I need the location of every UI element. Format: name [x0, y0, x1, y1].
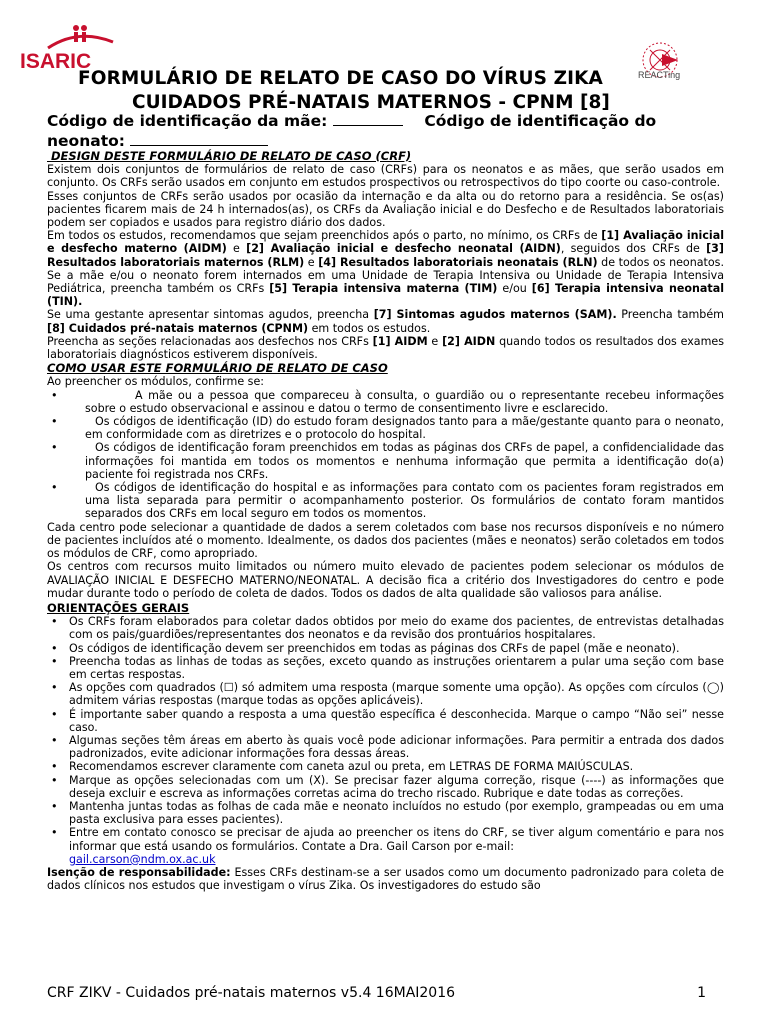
design-paragraph: Em todos os estudos, recomendamos que sejam preenchidos após o parto, no mínimo, os CRFs de [1] Avaliação inicial e desfecho materno (AIDM) e [2] Avaliação inicial e desfecho neonatal (AIDN), seguidos dos CRFs de [3] Resultados laboratoriais maternos (RLM) e [4] Resultados laboratoriais neonatais (RLN) de todos os neonatos. Se a mãe e/ou o neonato forem internados em uma Unidade de Terapia Intensiva ou Unidade de Terapia Intensiva Pediátrica, preencha também os CRFs [5] Terapia intensiva materna (TIM) e/ou [6] Terapia intensiva neonatal (TIN). [47, 229, 725, 309]
design-paragraph: Existem dois conjuntos de formulários de relato de caso (CRFs) para os neonatos e as mães, que serão usados em conjunto. Os CRFs serão usados em conjunto em estudos prospectivos ou retrospectivos do tipo coorte ou caso-controle. [47, 163, 724, 190]
footer-doc-title: CRF ZIKV - Cuidados pré-natais maternos v5.4 16MAI2016 [47, 985, 456, 1001]
list-item: • É importante saber quando a resposta a uma questão específica é desconhecida. Marque o campo “Não sei” nesse caso. [47, 708, 724, 734]
list-item: • Mantenha juntas todas as folhas de cada mãe e neonato incluídos no estudo (por exemplo, grampeadas ou em uma pasta exclusiva para esses pacientes). [47, 800, 724, 826]
list-item: • Entre em contato conosco se precisar de ajuda ao preencher os itens do CRF, se tiver algum comentário e para nos informar que está usando os formulários. Contate a Dra. Gail Carson por e-mail: gail.carson@ndm.ox.ac.uk [47, 826, 724, 866]
list-item: • Marque as opções selecionadas com um (X). Se precisar fazer alguma correção, risque (----) as informações que deseja excluir e escreva as informações corretas acima do trecho riscado. Rubrique e date todas as correções. [47, 774, 724, 800]
isaric-logo-text: ISARIC [20, 50, 92, 73]
contact-email-link[interactable]: gail.carson@ndm.ox.ac.uk [69, 852, 216, 866]
guidelines-heading: ORIENTAÇÕES GERAIS [47, 600, 190, 615]
list-item: • Algumas seções têm áreas em aberto às quais você pode adicionar informações. Para permitir a entrada dos dados padronizados, evite adicionar informações fora dessas áreas. [47, 734, 724, 760]
reacting-logo [632, 40, 732, 100]
page-number: 1 [697, 985, 706, 1001]
design-paragraph: Preencha as seções relacionadas aos desfechos nos CRFs [1] AIDM e [2] AIDN quando todos os resultados dos exames laboratoriais diagnósticos estiverem disponíveis. [47, 334, 724, 362]
howto-heading: COMO USAR ESTE FORMULÁRIO DE RELATO DE CASO [47, 361, 388, 376]
list-item: • Os códigos de identificação devem ser preenchidos em todas as páginas dos CRFs de papel (mãe e neonato). [47, 642, 724, 655]
guidelines-list [47, 615, 724, 866]
design-paragraph: Esses conjuntos de CRFs serão usados por ocasião da internação e da alta ou do retorno para a residência. Se os(as) pacientes ficarem mais de 24 h internados(as), os CRFs da Avaliação inicial e do Desfecho e de Resultados laboratoriais podem ser copiados e usados para registro diário dos dados. [47, 189, 724, 230]
howto-paragraph: Cada centro pode selecionar a quantidade de dados a serem coletados com base nos recursos disponíveis e no número de pacientes incluídos até o momento. Idealmente, os dados dos pacientes (mães e neonatos) serão coletados em todos os módulos de CRF, como apropriado. [47, 520, 724, 561]
newborn-id-label: Código de identificação do [424, 112, 657, 130]
design-paragraph: Se uma gestante apresentar sintomas agudos, preencha [7] Sintomas agudos maternos (SAM). Preencha também [8] Cuidados pré-natais maternos (CPNM) em todos os estudos. [47, 308, 724, 335]
list-item: • Os códigos de identificação do hospital e as informações para contato com os pacientes foram registrados em uma lista separada para permitir o acompanhamento posterior. Os formulários de contato foram mantidos separados dos CRFs em local seguro em todos os momentos. [47, 481, 724, 521]
form-title: FORMULÁRIO DE RELATO DE CASO DO VÍRUS ZIKA [78, 68, 603, 89]
howto-paragraph: Os centros com recursos muito limitados ou número muito elevado de pacientes podem selecionar os módulos de AVALIAÇÃO INICIAL E DESFECHO MATERNO/NEONATAL. A decisão fica a critério dos Investigadores do centro e pode mudar durante todo o período de coleta de dados. Todos os dados de alta qualidade são valiosos para análise. [47, 560, 724, 600]
design-heading: DESIGN DESTE FORMULÁRIO DE RELATO DE CASO (CRF) [51, 149, 412, 163]
list-item: • A mãe ou a pessoa que compareceu à consulta, o guardião ou o representante recebeu informações sobre o estudo observacional e assinou e datou o termo de consentimento livre e esclarecido. [47, 389, 724, 415]
list-item: • Os códigos de identificação (ID) do estudo foram designados tanto para a mãe/gestante quanto para o neonato, em conformidade com as diretrizes e o protocolo do hospital. [47, 415, 724, 441]
mother-id-field[interactable] [333, 125, 403, 126]
list-item: • Preencha todas as linhas de todas as seções, exceto quando as instruções orientarem a pular uma seção com base em certas respostas. [47, 655, 724, 681]
howto-list [47, 389, 724, 521]
disclaimer: Isenção de responsabilidade: Esses CRFs destinam-se a ser usados como um documento padronizado para coleta de dados clínicos nos estudos que investigam o vírus Zika. Os investigadores do estudo são [47, 865, 724, 893]
reacting-logo-text: REACTing [638, 70, 681, 80]
id-fields [47, 111, 724, 151]
howto-intro: Ao preencher os módulos, confirme se: [47, 375, 265, 389]
list-item: • As opções com quadrados (☐) só admitem uma resposta (marque somente uma opção). As opções com círculos (◯) admitem várias respostas (marque todas as opções aplicáveis). [47, 681, 724, 707]
form-subtitle: CUIDADOS PRÉ-NATAIS MATERNOS - CPNM [8] [132, 92, 610, 113]
document-body [47, 150, 724, 892]
list-item: • Recomendamos escrever claramente com caneta azul ou preta, em LETRAS DE FORMA MAIÚSCULAS. [47, 760, 724, 773]
newborn-id-field[interactable] [130, 145, 268, 146]
mother-id-label: Código de identificação da mãe: [47, 112, 328, 130]
newborn-id-label-cont: neonato: [47, 132, 125, 150]
page-footer [47, 985, 724, 1001]
list-item: • Os CRFs foram elaborados para coletar dados obtidos por meio do exame dos pacientes, de entrevistas detalhadas com os pais/guardiões/representantes dos neonatos e da revisão dos prontuários hospitalares. [47, 615, 724, 641]
list-item: • Os códigos de identificação foram preenchidos em todas as páginas dos CRFs de papel, a confidencialidade das informações foi mantida em todos os momentos e nenhuma informação que permita a identificação do(a) paciente foi registrada nos CRFs. [47, 441, 724, 481]
